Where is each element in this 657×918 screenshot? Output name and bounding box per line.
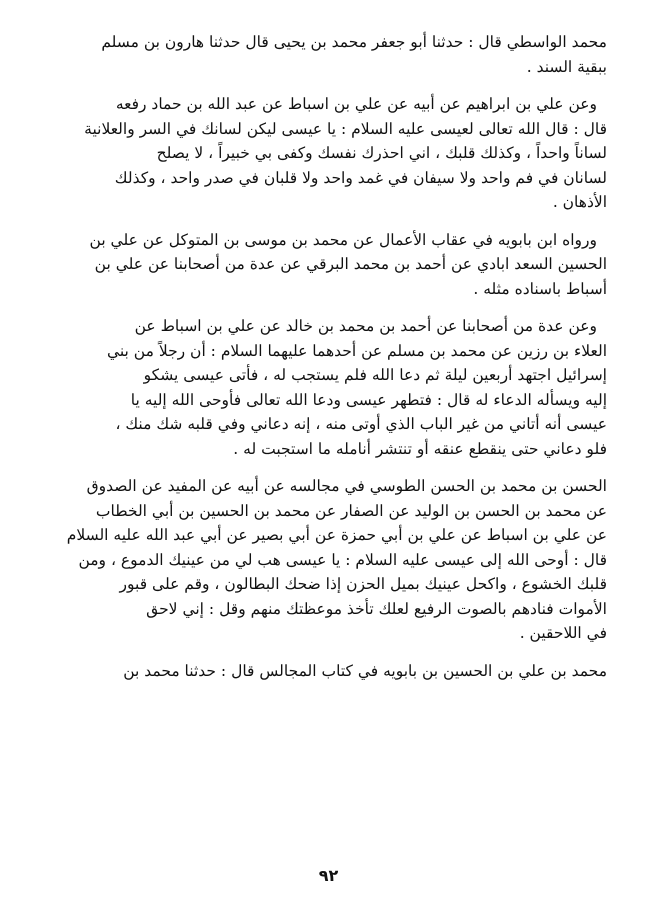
paragraph-3	[50, 228, 607, 302]
text-line: أسباط باسناده مثله .	[473, 279, 607, 298]
page-body	[50, 30, 607, 683]
text-line: عيسى أنه أتاني من غير الباب الذي أوتى منه ، إنه دعاني وفي قلبه شك منك ،	[115, 415, 607, 433]
text-line: إليه ويسأله الدعاء له قال : فتطهر عيسى ودعا الله تعالى فأوحى الله إليه يا	[130, 390, 607, 409]
text-line: لسانان في فم واحد ولا سيفان في غمد واحد ولا قلبان في صدر واحد ، وكذلك	[114, 168, 607, 187]
text-line: وعن علي بن ابراهيم عن أبيه عن علي بن اسباط عن عبد الله بن حماد رفعه	[115, 95, 597, 113]
text-line: قال : أوحى الله إلى عيسى عليه السلام : يا عيسى هب لي من عينيك الدموع ، ومن	[78, 550, 607, 569]
text-line: الحسن بن محمد بن الحسن الطوسي في مجالسه عن أبيه عن المفيد عن الصدوق	[86, 477, 607, 495]
text-line: لساناً واحداً ، وكذلك قلبك ، اني احذرك نفسك وكفى بي خبيراً ، لا يصلح	[156, 144, 607, 162]
text-line: عن محمد بن الحسن بن الوليد عن الصفار عن محمد بن الحسين بن أبي الخطاب	[95, 501, 607, 520]
text-line: العلاء بن رزين عن محمد بن مسلم عن أحدهما عليهما السلام : أن رجلاً من بني	[106, 341, 607, 360]
text-line: قال : قال الله تعالى لعيسى عليه السلام : يا عيسى ليكن لسانك في السر والعلانية	[84, 119, 607, 138]
paragraph-5	[50, 474, 607, 646]
text-line: إسرائيل اجتهد أربعين ليلة ثم دعا الله فلم يستجب له ، فأتى عيسى يشكو	[143, 366, 607, 384]
paragraph-6	[50, 659, 607, 684]
paragraph-2	[50, 92, 607, 215]
text-line: الحسين السعد ابادي عن أحمد بن محمد البرقي عن عدة من أصحابنا عن علي بن	[94, 255, 607, 273]
text-line: محمد الواسطي قال : حدثنا أبو جعفر محمد بن يحيى قال حدثنا هارون بن مسلم	[101, 33, 607, 51]
text-line: عن علي بن اسباط عن علي بن أبي حمزة عن أبي بصير عن أبي عبد الله عليه السلام	[66, 526, 607, 544]
text-line: الأموات فنادهم بالصوت الرفيع لعلك تأخذ موعظتك منهم وقل : إني لاحق	[146, 599, 607, 618]
text-line: وعن عدة من أصحابنا عن أحمد بن محمد بن خالد عن علي بن اسباط عن	[134, 317, 597, 335]
paragraph-4	[50, 314, 607, 461]
text-line: الأذهان .	[552, 193, 607, 211]
paragraph-1	[50, 30, 607, 79]
page-number: ٩٢	[318, 866, 339, 885]
text-line: محمد بن علي بن الحسين بن بابويه في كتاب المجالس قال : حدثنا محمد بن	[123, 661, 607, 680]
text-line: قلبك الخشوع ، واكحل عينيك بميل الحزن إذا ضحك البطالون ، وقم على قبور	[119, 575, 607, 593]
text-line: ورواه ابن بابويه في عقاب الأعمال عن محمد بن موسى بن المتوكل عن علي بن	[89, 230, 597, 249]
text-line: في اللاحقين .	[519, 624, 607, 642]
text-line: فلو دعاني حتى ينقطع عنقه أو تنتشر أنامله ما استجبت له .	[233, 439, 607, 458]
text-line: ببقية السند .	[526, 57, 607, 76]
